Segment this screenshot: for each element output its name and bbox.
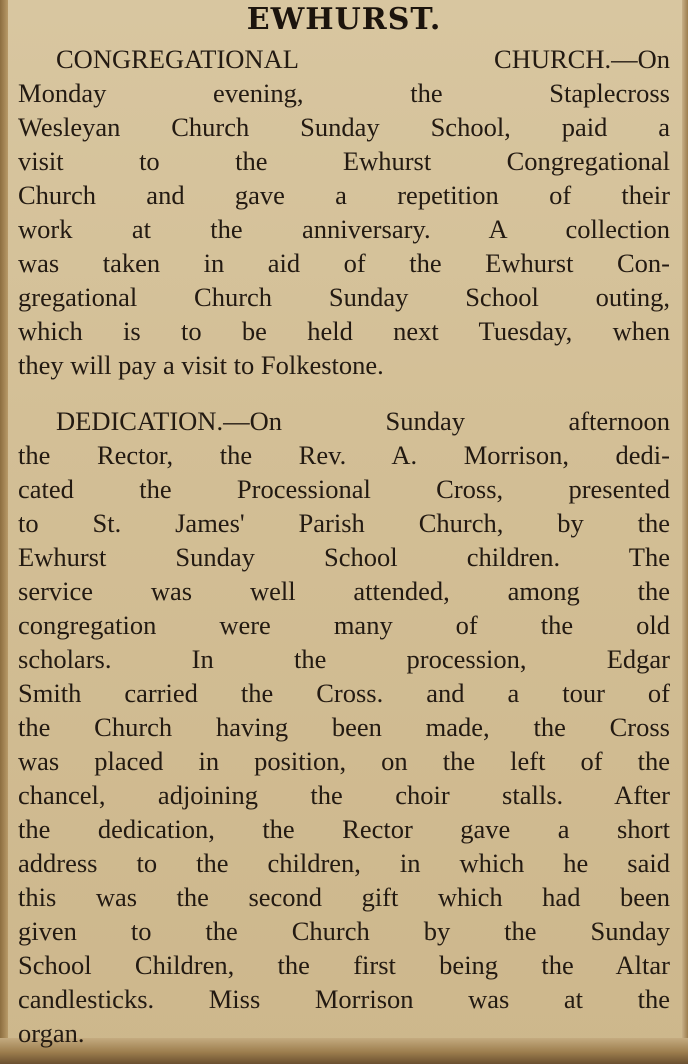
text-line: to St. James' Parish Church, by the xyxy=(18,508,670,538)
text-line: which is to be held next Tuesday, when xyxy=(18,316,670,346)
clipping-left-edge xyxy=(0,0,8,1064)
paragraph-dedication xyxy=(18,404,670,1050)
text-line: chancel, adjoining the choir stalls. After xyxy=(18,780,670,810)
paragraph-congregational-church xyxy=(18,42,670,382)
text-line: DEDICATION.—On Sunday afternoon xyxy=(56,406,670,436)
text-line: was taken in aid of the Ewhurst Con- xyxy=(18,248,670,278)
text-line: candlesticks. Miss Morrison was at the xyxy=(18,984,670,1014)
text-line: this was the second gift which had been xyxy=(18,882,670,912)
article xyxy=(18,0,670,1050)
text-line: Monday evening, the Staplecross xyxy=(18,78,670,108)
text-line: Ewhurst Sunday School children. The xyxy=(18,542,670,572)
text-line: organ. xyxy=(18,1018,85,1048)
clipping-right-edge xyxy=(682,0,688,1064)
text-line: CONGREGATIONAL CHURCH.—On xyxy=(56,44,670,74)
text-line: the Church having been made, the Cross xyxy=(18,712,670,742)
text-line: congregation were many of the old xyxy=(18,610,670,640)
text-line: Church and gave a repetition of their xyxy=(18,180,670,210)
text-line: address to the children, in which he said xyxy=(18,848,670,878)
article-headline: EWHURST. xyxy=(246,2,442,37)
text-line: was placed in position, on the left of the xyxy=(18,746,670,776)
text-line: the dedication, the Rector gave a short xyxy=(18,814,670,844)
text-line: work at the anniversary. A collection xyxy=(18,214,670,244)
text-line: Smith carried the Cross. and a tour of xyxy=(18,678,670,708)
text-line: service was well attended, among the xyxy=(18,576,670,606)
text-line: gregational Church Sunday School outing, xyxy=(18,282,670,312)
text-line: cated the Processional Cross, presented xyxy=(18,474,670,504)
text-line: given to the Church by the Sunday xyxy=(18,916,670,946)
text-line: visit to the Ewhurst Congregational xyxy=(18,146,670,176)
text-line: School Children, the first being the Altar xyxy=(18,950,670,980)
text-line: they will pay a visit to Folkestone. xyxy=(18,350,384,380)
text-line: the Rector, the Rev. A. Morrison, dedi- xyxy=(18,440,670,470)
text-line: scholars. In the procession, Edgar xyxy=(18,644,670,674)
text-line: Wesleyan Church Sunday School, paid a xyxy=(18,112,670,142)
